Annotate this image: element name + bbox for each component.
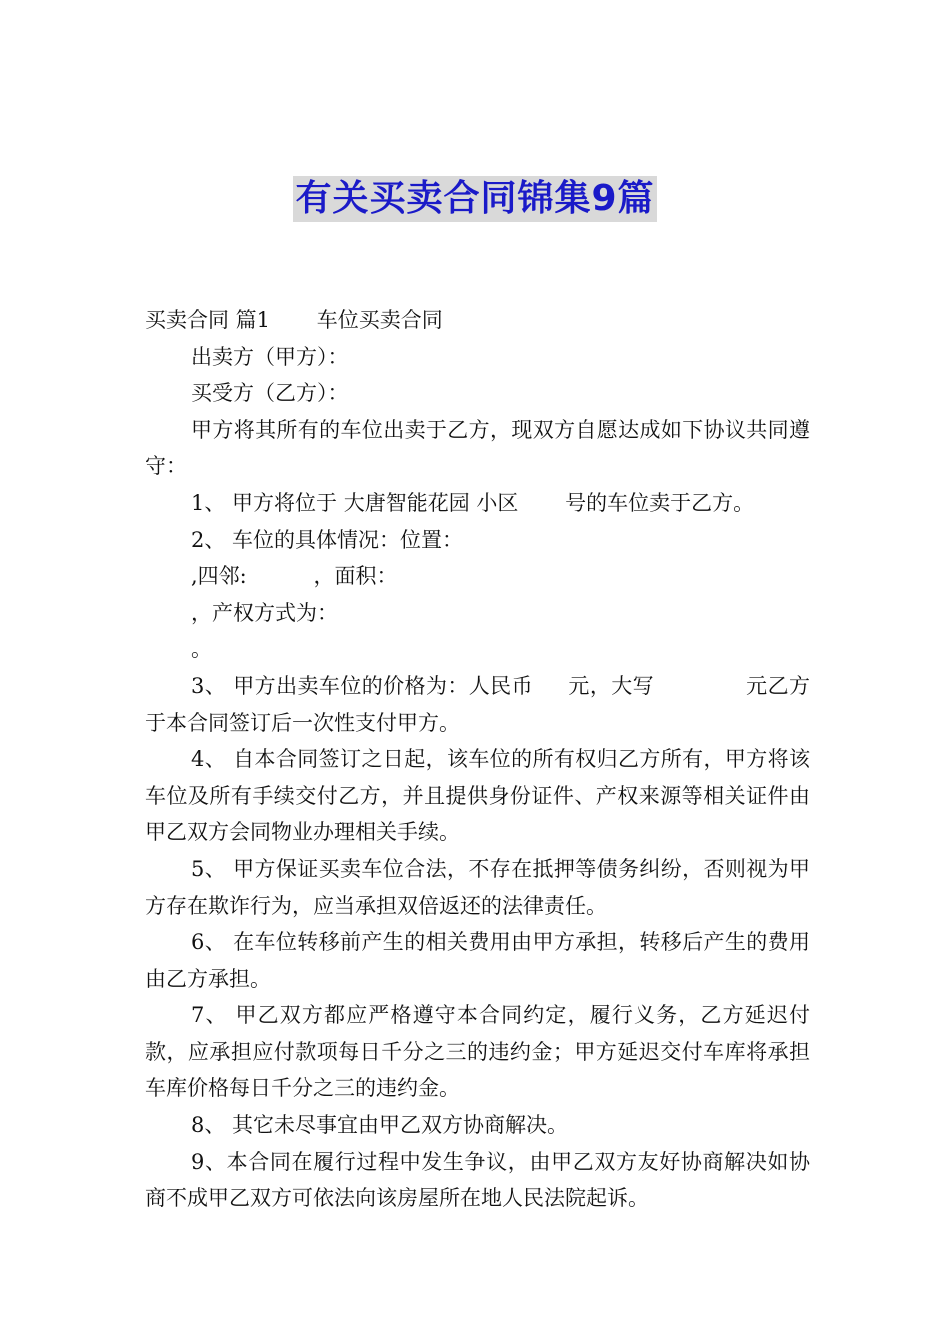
paragraph-clause-6: 6、 在车位转移前产生的相关费用由甲方承担，转移后产生的费用由乙方承担。	[145, 930, 810, 991]
paragraph-clause-5: 5、 甲方保证买卖车位合法，不存在抵押等债务纠纷，否则视为甲方存在欺诈行为，应当承担双倍返还的法律责任。	[145, 856, 810, 918]
paragraph-clause-7: 7、 甲乙双方都应严格遵守本合同约定，履行义务，乙方延迟付款，应承担应付款项每日千分之三的违约金；甲方延迟交付车库将承担车库价格每日千分之三的违约金。	[145, 1003, 810, 1101]
paragraph-heading: 买卖合同 篇1 车位买卖合同	[145, 308, 443, 332]
paragraph-clause-2: 2、 车位的具体情况：位置：	[191, 527, 464, 552]
paragraph-clause-8: 8、 其它未尽事宜由甲乙双方协商解决。	[191, 1113, 569, 1138]
paragraph-seller: 出卖方（甲方）：	[191, 344, 349, 369]
paragraph-neighbors: ,四邻: ，面积：	[191, 564, 398, 589]
title-container	[0, 176, 950, 222]
paragraph-clause-4: 4、 自本合同签订之日起，该车位的所有权归乙方所有，甲方将该车位及所有手续交付乙方，并且提供身份证件、产权来源等相关证件由甲乙双方会同物业办理相关手续。	[145, 747, 810, 845]
document-title: 有关买卖合同锦集9篇	[293, 176, 656, 222]
document-body	[145, 302, 810, 1217]
paragraph-period: 。	[191, 637, 212, 662]
paragraph-intro: 甲方将其所有的车位出卖于乙方，现双方自愿达成如下协议共同遵守：	[145, 417, 810, 479]
paragraph-clause-9: 9、本合同在履行过程中发生争议，由甲乙双方友好协商解决如协商不成甲乙双方可依法向该房屋所在地人民法院起诉。	[145, 1149, 810, 1211]
paragraph-property-right: ，产权方式为：	[191, 600, 338, 625]
paragraph-clause-1: 1、 甲方将位于 大唐智能花园 小区 号的车位卖于乙方。	[191, 490, 755, 515]
paragraph-buyer: 买受方（乙方）：	[191, 381, 349, 406]
paragraph-clause-3: 3、 甲方出卖车位的价格为：人民币 元，大写 元乙方于本合同签订后一次性支付甲方。	[145, 673, 810, 735]
